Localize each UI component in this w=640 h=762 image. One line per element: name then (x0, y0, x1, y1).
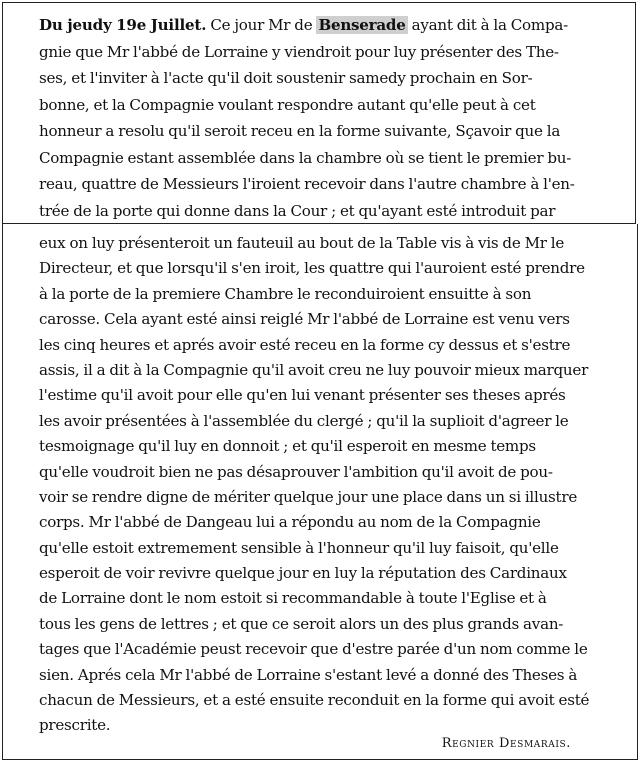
text-line: ses, et l'inviter à l'acte qu'il doit soustenir samedy prochain en Sor- (39, 69, 533, 87)
text-line: assis, il a dit à la Compagnie qu'il avoit creu ne luy pouvoir mieux marquer (39, 360, 589, 379)
text-line: qu'elle voudroit bien ne pas désaprouver l'ambition qu'il avoit de pou- (39, 462, 553, 481)
text-line: sien. Aprés cela Mr l'abbé de Lorraine s'estant levé a donné des Theses à (39, 665, 578, 684)
signature: Regnier Desmarais. (441, 736, 571, 751)
text-line: carosse. Cela ayant esté ainsi reiglé Mr l'abbé de Lorraine est venu vers (39, 310, 570, 329)
text-line: les cinq heures et aprés avoir esté receu en la forme cy dessus et s'estre (39, 335, 571, 354)
text-line: tages que l'Académie peust recevoir que d'estre parée d'un nom comme le (39, 640, 588, 659)
text-line: honneur a resolu qu'il seroit receu en la forme suivante, Sçavoir que la (39, 122, 561, 140)
text-line: trée de la porte qui donne dans la Cour ; et qu'ayant esté introduit par (39, 201, 556, 220)
text-segment-bottom (2, 224, 638, 760)
text-line: esperoit de voir revivre quelque jour en luy la réputation des Cardinaux (39, 564, 567, 583)
text-fragment: Ce jour Mr de (210, 16, 313, 34)
text-line: tesmoignage qu'il luy en donnoit ; et qu'il esperoit en mesme temps (39, 437, 536, 456)
text-line: eux on luy présenteroit un fauteuil au bout de la Table vis à vis de Mr le (39, 234, 565, 252)
text-line: les avoir présentées à l'assemblée du clergé ; qu'il la suplioit d'agreer le (39, 411, 569, 430)
date-heading: Du jeudy 19e Juillet. (39, 16, 207, 34)
text-line: reau, quattre de Messieurs l'iroient recevoir dans l'autre chambre à l'en- (39, 175, 575, 193)
text-line: corps. Mr l'abbé de Dangeau lui a répondu au nom de la Compagnie (39, 513, 541, 532)
text-line: Directeur, et que lorsqu'il s'en iroit, les quattre qui l'auroient esté prendre (39, 259, 585, 278)
highlighted-name: Benserade (318, 16, 406, 34)
text-fragment: ayant dit à la Compa- (411, 16, 568, 34)
text-line: voir se rendre digne de mériter quelque jour une place dans un si illustre (39, 487, 578, 506)
text-line: bonne, et la Compagnie voulant respondre autant qu'elle peut à cet (39, 95, 536, 114)
text-line: Compagnie estant assemblée dans la chambre où se tient le premier bu- (39, 148, 572, 167)
text-line: tous les gens de lettres ; et que ce seroit alors un des plus grands avan- (39, 614, 564, 633)
text-line: de Lorraine dont le nom estoit si recommandable à toute l'Eglise et à (39, 589, 547, 608)
text-line: gnie que Mr l'abbé de Lorraine y viendroit pour luy présenter des The- (39, 42, 559, 61)
text-segment-top (2, 2, 636, 224)
text-line: chacun de Messieurs, et a esté ensuite reconduit en la forme qui avoit esté (39, 691, 590, 710)
text-line: prescrite. (39, 716, 111, 735)
text-line: à la porte de la premiere Chambre le reconduiroient ensuitte à son (39, 284, 532, 303)
text-line: qu'elle estoit extremement sensible à l'honneur qu'il luy faisoit, qu'elle (39, 538, 559, 557)
text-line: l'estime qu'il avoit pour elle qu'en lui venant présenter ses theses aprés (39, 386, 566, 405)
text-line (39, 12, 625, 39)
